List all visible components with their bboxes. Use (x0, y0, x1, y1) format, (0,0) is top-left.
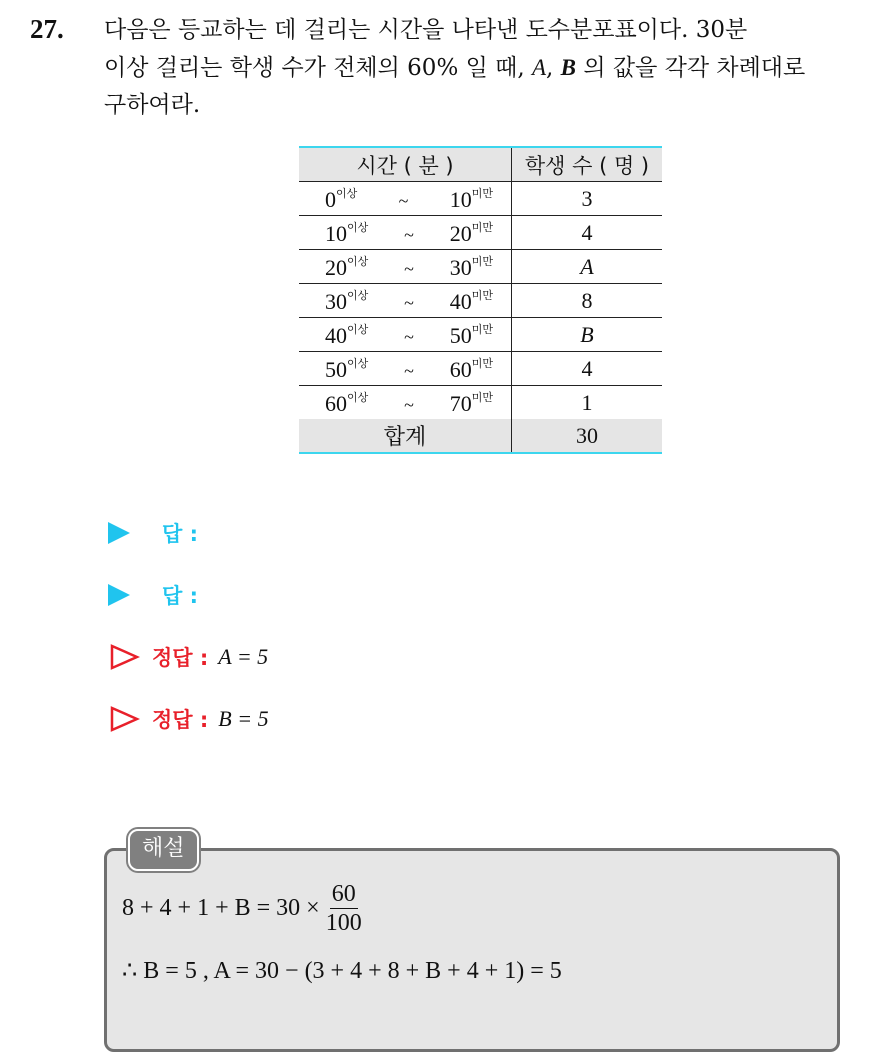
answer-blank-1 (108, 518, 198, 548)
range-to: $50^{미만}$ (449, 322, 493, 348)
range-from: $0^{이상}$ (325, 186, 358, 212)
range-to: $10^{미만}$ (449, 186, 493, 212)
correct-answer-b (108, 704, 269, 734)
table-row (299, 250, 662, 284)
header-time: 시간 ( 분 ) (299, 147, 512, 182)
range-to: $60^{미만}$ (449, 356, 493, 382)
range-tilde: ~ (404, 394, 414, 415)
range-to: $70^{미만}$ (449, 390, 493, 416)
solution-line-1 (122, 880, 362, 937)
answer-label: 답 : (162, 522, 198, 546)
solution-tag: 해설 (128, 829, 199, 871)
student-count: 8 (512, 284, 663, 318)
student-count: A (512, 250, 663, 284)
correct-value-a: A = 5 (218, 644, 269, 669)
range-tilde: ~ (404, 292, 414, 313)
question-line-1: 다음은 등교하는 데 걸리는 시간을 나타낸 도수분포표이다. 30분 (104, 17, 748, 43)
range-tilde: ~ (404, 224, 414, 245)
time-range (299, 352, 512, 386)
variable-a: A (531, 55, 547, 80)
correct-value-b: B = 5 (218, 706, 269, 731)
time-range (299, 216, 512, 250)
time-range (299, 250, 512, 284)
time-range (299, 284, 512, 318)
fraction (326, 880, 362, 937)
question-comma: , (546, 55, 561, 81)
question-number: 27. (30, 14, 64, 44)
range-tilde: ~ (404, 326, 414, 347)
outline-triangle-icon (110, 644, 140, 670)
correct-answer-a (108, 642, 268, 672)
solution-box (104, 848, 840, 1052)
question-line-2-pre: 이상 걸리는 학생 수가 전체의 60% 일 때, (104, 55, 532, 81)
table-row (299, 284, 662, 318)
question-line-3: 구하여라. (104, 92, 201, 118)
range-tilde: ~ (404, 258, 414, 279)
solution-line-2: ∴ B = 5 , A = 30 − (3 + 4 + 8 + B + 4 + 1) = 5 (122, 958, 562, 984)
question-line-2 (104, 49, 874, 87)
student-count: 1 (581, 389, 593, 415)
range-tilde: ~ (398, 190, 409, 211)
table-row (299, 352, 662, 386)
correct-label: 정답 : (152, 646, 209, 670)
play-triangle-icon (108, 584, 130, 606)
question-line-2-post: 의 값을 각각 차례대로 (576, 55, 806, 81)
total-label: 합계 (299, 419, 512, 453)
student-count: B (512, 318, 663, 352)
student-count: 3 (512, 182, 663, 216)
header-count: 학생 수 ( 명 ) (512, 147, 663, 182)
range-from: $30^{이상}$ (325, 288, 369, 314)
table-header-row (299, 147, 662, 182)
table-row (299, 216, 662, 250)
fraction-numerator: 60 (331, 881, 356, 907)
time-range (299, 182, 512, 216)
play-triangle-icon (108, 522, 130, 544)
time-range (299, 386, 512, 420)
student-count: 4 (512, 216, 663, 250)
answer-blank-2 (108, 580, 198, 610)
student-count: 4 (512, 352, 663, 386)
range-to: $30^{미만}$ (449, 254, 493, 280)
frequency-table (299, 146, 662, 454)
range-from: $60^{이상}$ (325, 390, 369, 416)
total-value: 30 (512, 419, 663, 453)
variable-b: B (560, 55, 577, 80)
table-row (299, 386, 662, 420)
solution-equation-lhs: 8 + 4 + 1 + B = 30 × (122, 895, 320, 921)
table-row (299, 182, 662, 216)
time-range (299, 318, 512, 352)
range-from: $40^{이상}$ (325, 322, 369, 348)
range-to: $20^{미만}$ (449, 220, 493, 246)
fraction-denominator: 100 (325, 910, 362, 936)
question-text (104, 12, 874, 124)
range-to: $40^{미만}$ (449, 288, 493, 314)
outline-triangle-icon (110, 706, 140, 732)
range-from: $50^{이상}$ (325, 356, 369, 382)
range-tilde: ~ (404, 360, 414, 381)
table-row (299, 318, 662, 352)
range-from: $10^{이상}$ (325, 220, 369, 246)
table-total-row (299, 419, 662, 453)
answer-label: 답 : (162, 584, 198, 608)
range-from: $20^{이상}$ (325, 254, 369, 280)
correct-label: 정답 : (152, 708, 209, 732)
